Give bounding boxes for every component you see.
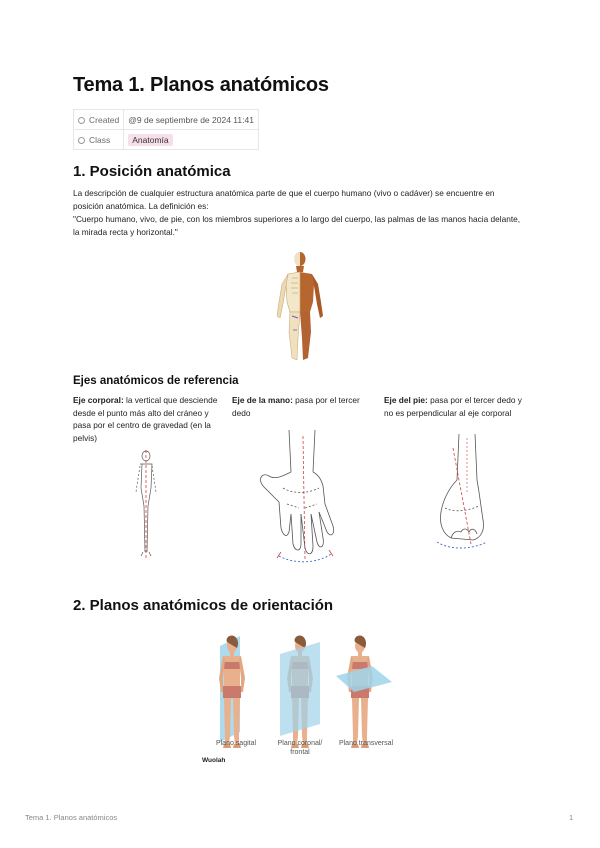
list-icon: [78, 137, 85, 144]
property-key: Class: [89, 134, 111, 145]
page-title: Tema 1. Planos anatómicos: [73, 74, 329, 96]
plane-transverse-figure: [336, 635, 392, 748]
body-axis-figure: [128, 448, 164, 560]
axis-foot-description: Eje del pie: pasa por el tercer dedo y no es perpendicular al eje corporal: [384, 395, 522, 418]
anatomical-position-figure: [270, 250, 330, 365]
property-key: Created: [89, 114, 120, 125]
label-plano-sagital: Plano sagital: [215, 740, 257, 747]
class-tag[interactable]: Anatomía: [128, 134, 172, 146]
plane-sagittal-figure: [219, 635, 245, 748]
hand-axis-figure: [253, 428, 349, 566]
section-heading-posicion: 1. Posición anatómica: [73, 163, 231, 180]
clock-icon: [78, 117, 85, 124]
section-heading-planos: 2. Planos anatómicos de orientación: [73, 597, 334, 614]
property-row-class: [74, 130, 259, 150]
axis-hand-description: Eje de la mano: pasa por el tercer dedo: [232, 395, 360, 418]
plane-coronal-figure: [280, 635, 320, 748]
property-row-created: [74, 110, 259, 130]
properties-table: [73, 109, 259, 150]
intro-paragraph: La descripción de cualquier estructura anatómica parte de que el cuerpo humano (vivo o cadáver) se encuentre en posición anatómica. La definición es:: [73, 188, 495, 211]
property-value: @9 de septiembre de 2024 11:41: [124, 110, 259, 130]
label-frontal: frontal: [290, 749, 310, 756]
axes-heading: Ejes anatómicos de referencia: [73, 375, 239, 387]
anatomical-planes-figure: [196, 628, 396, 770]
definition-quote: "Cuerpo humano, vivo, de pie, con los miembros superiores a lo largo del cuerpo, las palmas de las manos hacia delante, la mirada recta y horizontal.": [73, 214, 521, 237]
footer-page-number: 1: [569, 813, 574, 822]
footer-title: Tema 1. Planos anatómicos: [25, 813, 118, 822]
wuolah-logo: Wuolah: [202, 757, 226, 764]
axis-body-description: Eje corporal: la vertical que desciende desde el punto más alto del cráneo y pasa por el centro de gravedad (en la pelvis): [73, 395, 218, 443]
label-plano-transversal: Plano transversal: [338, 740, 394, 747]
label-plano-coronal: Plano coronal/: [277, 740, 323, 747]
foot-axis-figure: [431, 432, 491, 550]
